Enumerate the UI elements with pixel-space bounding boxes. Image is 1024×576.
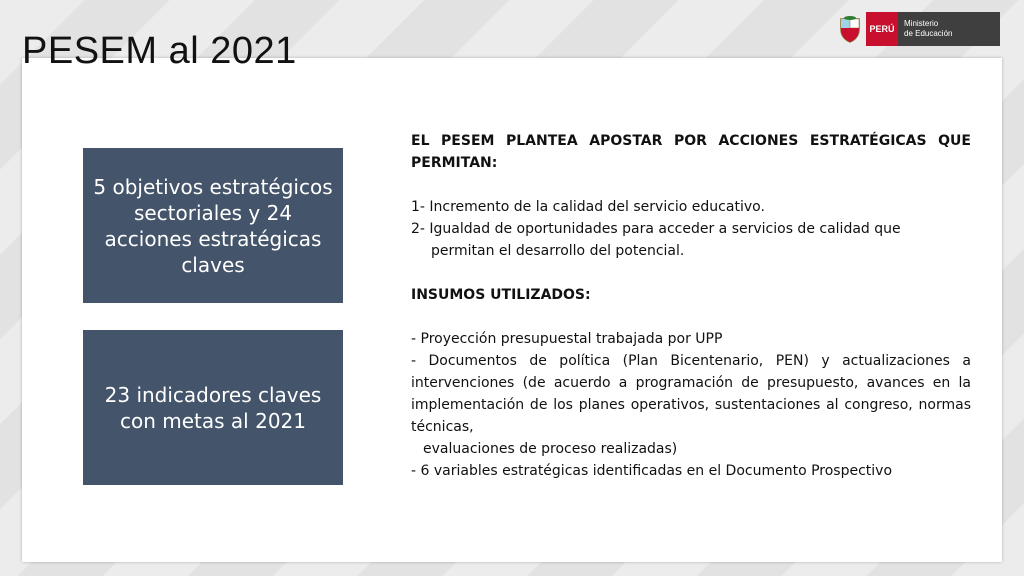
slide-title: PESEM al 2021 [22,30,297,72]
ministry-line2: de Educación [904,29,953,38]
heading-inputs: INSUMOS UTILIZADOS: [411,287,591,303]
ministry-line1: Ministerio [904,19,939,28]
country-label: PERÚ [866,12,898,46]
action-item-2: 2- Igualdad de oportunidades para acceder a servicios de calidad que [411,221,901,237]
action-item-1: 1- Incremento de la calidad del servicio educativo. [411,199,765,215]
ministry-logo [836,12,1000,46]
input-item-3: - 6 variables estratégicas identificadas en el Documento Prospectivo [411,463,893,479]
action-item-2-cont: permitan el desarrollo del potencial. [431,243,685,259]
objectives-box: 5 objetivos estratégicos sectoriales y 24 acciones estratégicas claves [83,148,343,303]
heading-actions: EL PESEM PLANTEA APOSTAR POR ACCIONES ESTRATÉGICAS QUE PERMITAN: [411,133,971,171]
input-item-2: - Documentos de política (Plan Bicentenario, PEN) y actualizaciones a intervenciones (de acuerdo a programación de presupuesto, avances en la implementación de los planes operativos, sustentaciones al congreso, normas técnicas, [411,353,971,435]
ministry-label [898,12,1000,46]
input-item-1: - Proyección presupuestal trabajada por UPP [411,331,723,347]
indicators-box: 23 indicadores claves con metas al 2021 [83,330,343,485]
input-item-2-cont: evaluaciones de proceso realizadas) [423,441,678,457]
coat-of-arms-icon [836,12,864,46]
content-text [411,130,971,482]
